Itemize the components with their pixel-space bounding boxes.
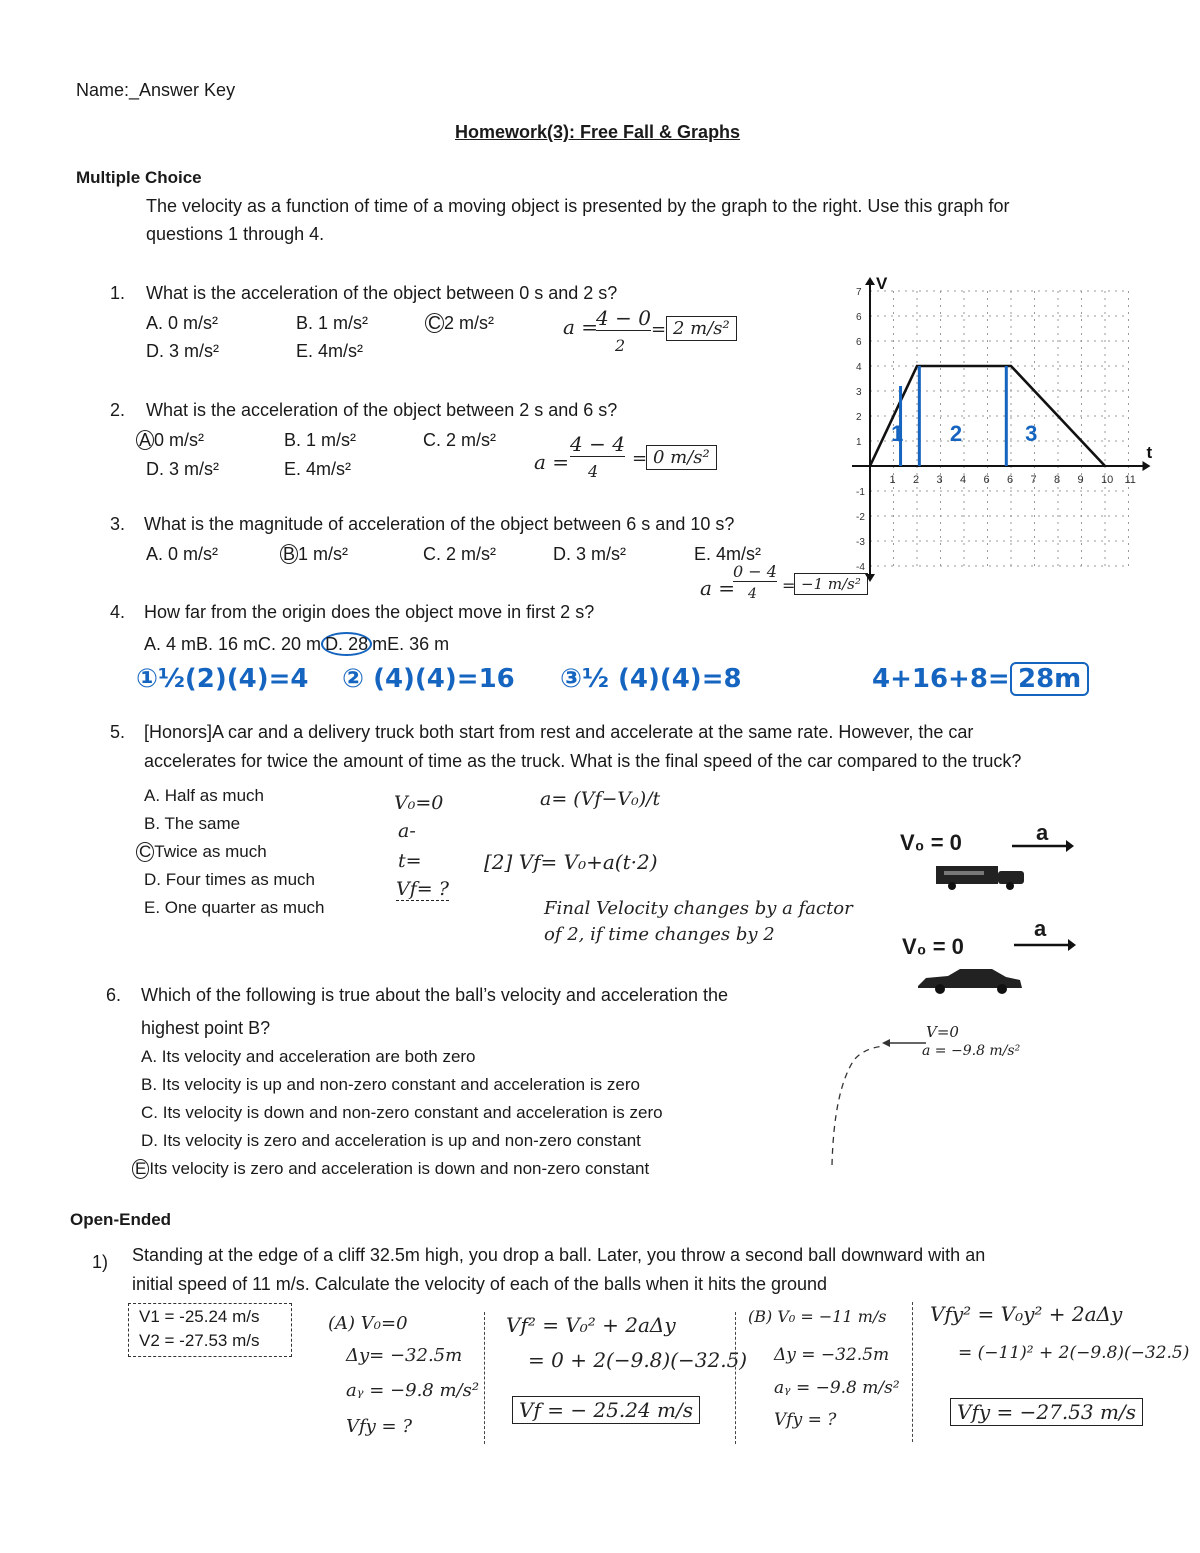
answer-box <box>128 1303 292 1357</box>
part-b-substitution: = (−11)² + 2(−9.8)(−32.5) <box>958 1343 1190 1363</box>
truck-acceleration-arrow <box>1010 838 1074 854</box>
divider-3 <box>912 1302 913 1442</box>
y-tick-label: 3 <box>856 387 862 398</box>
q1-option-d: D. 3 m/s² <box>146 341 220 361</box>
q5-option-c-text: Twice as much <box>154 842 267 861</box>
q6-text-line2: highest point B? <box>141 1018 271 1038</box>
q4-work-step1: ①½(2)(4)=4 <box>136 664 309 694</box>
part-a-substitution: = 0 + 2(−9.8)(−32.5) <box>528 1348 748 1372</box>
q5-option-d: D. Four times as much <box>144 870 315 889</box>
q3-option-d: D. 3 m/s² <box>553 544 627 564</box>
q1-selected-mark: C <box>425 313 444 333</box>
q2-option-a-text: 0 m/s² <box>154 430 205 450</box>
x-tick-label: 6 <box>983 474 990 486</box>
q5-selected-mark: C <box>136 842 154 862</box>
mc-intro-line2: questions 1 through 4. <box>146 224 325 244</box>
open-q1-text-line2: initial speed of 11 m/s. Calculate the velocity of each of the balls when it hits the ground <box>132 1274 828 1294</box>
q1-option-b: B. 1 m/s² <box>296 313 369 333</box>
q5-given-t: t= <box>398 850 422 872</box>
x-tick-label: 8 <box>1054 474 1061 486</box>
q2-work-answer: 0 m/s² <box>646 445 717 470</box>
delivery-truck-icon <box>934 862 1030 892</box>
truck-initial-velocity: V₀ = 0 <box>900 830 962 855</box>
q2-text: What is the acceleration of the object between 2 s and 6 s? <box>146 400 618 420</box>
y-axis-label: V <box>876 274 888 293</box>
q5-number: 5. <box>110 722 126 742</box>
q3-number: 3. <box>110 514 126 534</box>
velocity-time-graph <box>830 240 1153 620</box>
q4-options-abc: A. 4 mB. 16 mC. 20 m <box>144 634 322 654</box>
q5-equation-vf: [2] Vf= V₀+a(t·2) <box>484 850 658 874</box>
part-a-answer: Vf = − 25.24 m/s <box>512 1396 700 1424</box>
x-tick-label: 10 <box>1101 474 1114 486</box>
answer-v1: V1 = -25.24 m/s <box>139 1307 260 1326</box>
q6-option-d: D. Its velocity is zero and acceleration is up and non-zero constant <box>141 1131 641 1150</box>
q4-work-answer: 28m <box>1010 662 1089 696</box>
q1-work-numerator: 4 − 0 <box>596 306 651 330</box>
x-tick-label: 6 <box>1007 474 1014 486</box>
q2-option-c: C. 2 m/s² <box>423 430 497 450</box>
y-tick-label: 4 <box>856 362 862 373</box>
q1-work-a: a = <box>563 315 599 339</box>
open-q1-number: 1) <box>92 1252 109 1272</box>
q2-work-a: a = <box>534 450 570 474</box>
x-tick-label: 3 <box>936 474 943 486</box>
part-b-answer: Vfy = −27.53 m/s <box>950 1398 1143 1426</box>
q3-option-b-text: 1 m/s² <box>298 544 349 564</box>
graph-caption <box>933 615 936 626</box>
q3-work-equals: = <box>782 576 796 595</box>
q5-option-b: B. The same <box>144 814 241 833</box>
x-axis-arrow <box>1143 461 1151 471</box>
q2-work-equals: = <box>632 448 648 469</box>
q2-option-b: B. 1 m/s² <box>284 430 357 450</box>
q2-work-numerator: 4 − 4 <box>570 432 625 456</box>
y-tick-label: 1 <box>856 437 862 448</box>
q2-selected-mark: A <box>136 430 154 450</box>
q1-option-e: E. 4m/s² <box>296 341 364 361</box>
q1-number: 1. <box>110 283 126 303</box>
y-axis-arrow-down <box>865 574 875 582</box>
q4-option-e: mE. 36 m <box>372 634 450 654</box>
region-label: 2 <box>949 421 963 446</box>
q1-text: What is the acceleration of the object between 0 s and 2 s? <box>146 283 618 303</box>
car-acceleration-label: a <box>1034 916 1047 941</box>
region-label: 1 <box>891 421 904 446</box>
part-a-vfy: Vfy = ? <box>346 1416 413 1437</box>
mc-intro-line1: The velocity as a function of time of a moving object is presented by the graph to the right. Use this graph for <box>146 196 1010 216</box>
q1-option-c <box>425 313 494 334</box>
x-axis-label: t <box>1146 443 1153 462</box>
q3-work-denominator: 4 <box>748 586 757 602</box>
q5-equation-a: a= (Vf−V₀)/t <box>540 788 661 810</box>
q2-work-denominator: 4 <box>588 462 599 481</box>
q3-option-b <box>280 544 348 565</box>
x-tick-label: 1 <box>889 474 896 486</box>
q5-given-a: a- <box>398 820 416 842</box>
q3-option-a: A. 0 m/s² <box>146 544 219 564</box>
x-tick-label: 4 <box>960 474 967 486</box>
q1-work-denominator: 2 <box>615 336 626 355</box>
y-tick-label: -1 <box>856 487 865 498</box>
q4-options <box>144 634 449 655</box>
q5-text-line2: accelerates for twice the amount of time as the truck. What is the final speed of the car compared to the truck? <box>144 751 1022 771</box>
x-tick-label: 2 <box>913 474 920 486</box>
q4-work-sum: 4+16+8= <box>872 664 1010 694</box>
q5-text-line1: [Honors]A car and a delivery truck both start from rest and accelerate at the same rate. However, the car <box>144 722 974 742</box>
q6-option-e-text: Its velocity is zero and acceleration is down and non-zero constant <box>149 1159 650 1178</box>
part-b-vfy: Vfy = ? <box>774 1410 837 1430</box>
ball-trajectory-sketch <box>820 1030 930 1170</box>
q6-note-velocity: V=0 <box>926 1023 959 1041</box>
q5-given-v0: V₀=0 <box>394 792 444 814</box>
y-tick-label: 6 <box>856 337 862 348</box>
part-b-equation: Vfy² = V₀y² + 2aΔy <box>930 1302 1123 1326</box>
part-b-heading: (B) V₀ = −11 m/s <box>748 1307 887 1326</box>
truck-acceleration-label: a <box>1036 820 1049 845</box>
q4-text: How far from the origin does the object move in first 2 s? <box>144 602 595 622</box>
q6-option-b: B. Its velocity is up and non-zero constant and acceleration is zero <box>141 1075 640 1094</box>
q5-option-c <box>136 842 267 862</box>
section-heading-mc: Multiple Choice <box>76 168 202 187</box>
q1-option-a: A. 0 m/s² <box>146 313 219 333</box>
q6-selected-mark: E <box>132 1159 149 1179</box>
q1-work-answer: 2 m/s² <box>666 316 737 341</box>
q2-option-d: D. 3 m/s² <box>146 459 220 479</box>
q5-given-vf: Vf= ? <box>396 878 449 900</box>
car-initial-velocity: V₀ = 0 <box>902 934 964 959</box>
q1-work-equals: = <box>651 319 667 340</box>
y-tick-label: 7 <box>856 287 862 298</box>
q1-option-c-text: 2 m/s² <box>444 313 495 333</box>
q6-option-a: A. Its velocity and acceleration are both zero <box>141 1047 476 1066</box>
q6-number: 6. <box>106 985 122 1005</box>
q3-work-answer: −1 m/s² <box>794 573 868 595</box>
y-tick-label: 6 <box>856 312 862 323</box>
q6-note-acceleration: a = −9.8 m/s² <box>922 1043 1021 1059</box>
q3-option-c: C. 2 m/s² <box>423 544 497 564</box>
q3-option-e: E. 4m/s² <box>694 544 762 564</box>
q5-option-e: E. One quarter as much <box>144 898 325 917</box>
open-q1-text-line1: Standing at the edge of a cliff 32.5m high, you drop a ball. Later, you throw a second ball downward with an <box>132 1245 986 1265</box>
car-icon <box>914 966 1026 996</box>
y-tick-label: -2 <box>856 512 865 523</box>
q4-number: 4. <box>110 602 126 622</box>
q6-option-c: C. Its velocity is down and non-zero constant and acceleration is zero <box>141 1103 663 1122</box>
part-a-equation: Vf² = V₀² + 2aΔy <box>506 1313 676 1337</box>
divider-1 <box>484 1312 485 1444</box>
y-tick-label: -4 <box>856 562 865 573</box>
car-acceleration-arrow <box>1012 937 1076 953</box>
part-b-dy: Δy = −32.5m <box>774 1345 890 1365</box>
y-tick-label: -3 <box>856 537 865 548</box>
q3-work-numerator: 0 − 4 <box>733 562 777 581</box>
q2-option-e: E. 4m/s² <box>284 459 352 479</box>
q5-note-line2: of 2, if time changes by 2 <box>544 924 775 945</box>
y-axis-arrow-up <box>865 277 875 285</box>
q3-text: What is the magnitude of acceleration of the object between 6 s and 10 s? <box>144 514 735 534</box>
q5-note-line1: Final Velocity changes by a factor <box>544 898 853 919</box>
y-tick-label: 2 <box>856 412 862 423</box>
q4-selected-option-d: D. 28 <box>321 632 372 656</box>
part-a-ay: aᵧ = −9.8 m/s² <box>346 1380 480 1401</box>
region-label: 3 <box>1025 421 1038 446</box>
q2-number: 2. <box>110 400 126 420</box>
divider-2 <box>735 1312 736 1444</box>
q6-option-e <box>132 1159 649 1179</box>
page-title: Homework(3): Free Fall & Graphs <box>455 122 741 142</box>
q3-work-a: a = <box>700 576 736 600</box>
section-heading-open: Open-Ended <box>70 1210 172 1229</box>
q3-selected-mark: B <box>280 544 298 564</box>
q2-option-a <box>136 430 204 451</box>
part-a-heading: (A) V₀=0 <box>328 1313 408 1334</box>
q4-work-step3: ③½ (4)(4)=8 <box>560 664 742 694</box>
x-tick-label: 11 <box>1124 474 1136 486</box>
q5-option-a: A. Half as much <box>144 786 264 805</box>
x-tick-label: 9 <box>1077 474 1084 486</box>
q6-text-line1: Which of the following is true about the ball’s velocity and acceleration the <box>141 985 729 1005</box>
answer-v2: V2 = -27.53 m/s <box>139 1331 260 1350</box>
name-line: Name:_Answer Key <box>76 80 236 100</box>
part-a-dy: Δy= −32.5m <box>346 1345 463 1366</box>
x-tick-label: 7 <box>1030 474 1037 486</box>
q4-work-step2: ② (4)(4)=16 <box>342 664 515 694</box>
part-b-ay: aᵧ = −9.8 m/s² <box>774 1378 900 1398</box>
